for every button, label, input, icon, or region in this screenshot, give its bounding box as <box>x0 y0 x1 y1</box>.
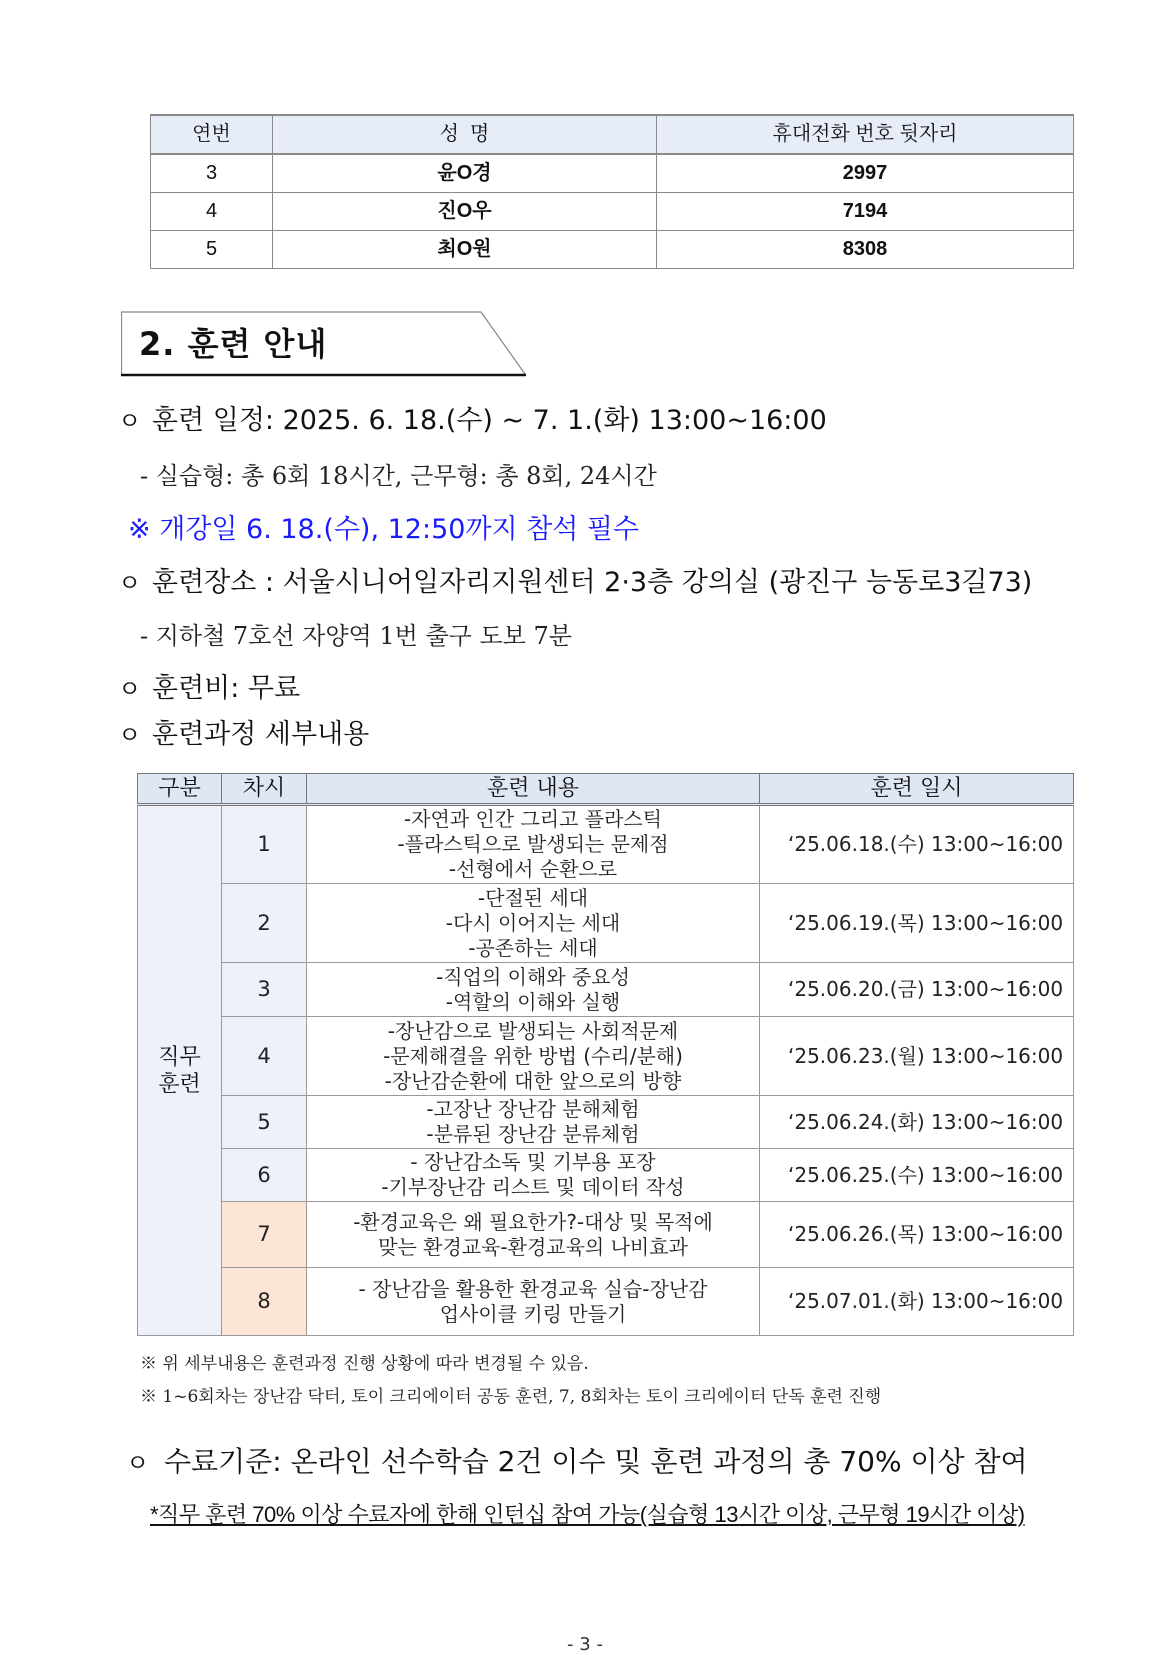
category-cell <box>138 805 222 1336</box>
criteria-text: 수료기준: 온라인 선수학습 2건 이수 및 훈련 과정의 총 70% 이상 참여 <box>164 1445 1028 1478</box>
header-category: 구분 <box>138 774 222 805</box>
content-line: -역할의 이해와 실행 <box>445 989 621 1014</box>
date-cell: ‘25.06.18.(수) 13:00~16:00 <box>760 805 1074 884</box>
circle-bullet-icon: ㅇ <box>118 721 142 749</box>
fee-text: 훈련비: 무료 <box>152 673 301 704</box>
category-line: 직무 <box>158 1044 201 1070</box>
section-header <box>121 311 526 377</box>
details-title-line <box>118 718 369 752</box>
seq-cell: 1 <box>222 805 307 884</box>
content-line: -직업의 이해와 중요성 <box>436 964 630 989</box>
table-row <box>151 154 1074 193</box>
circle-bullet-icon: ㅇ <box>118 675 142 703</box>
schedule-sub: - 실습형: 총 6회 18시간, 근무형: 총 8회, 24시간 <box>140 462 657 490</box>
criteria-line <box>126 1444 1028 1481</box>
member-table <box>150 114 1074 269</box>
fee-line <box>118 672 300 706</box>
location-line <box>118 566 1032 600</box>
content-line: -환경교육은 왜 필요한가?-대상 및 목적에 <box>353 1209 713 1234</box>
content-line: 맞는 환경교육-환경교육의 나비효과 <box>378 1234 688 1259</box>
header-content: 훈련 내용 <box>307 774 760 805</box>
content-line: -분류된 장난감 분류체험 <box>426 1122 640 1146</box>
table-row <box>138 884 1074 963</box>
content-cell <box>307 1017 760 1096</box>
content-cell <box>307 805 760 884</box>
content-line: -선형에서 순환으로 <box>448 857 618 881</box>
note-1: ※ 위 세부내용은 훈련과정 진행 상황에 따라 변경될 수 있음. <box>140 1354 589 1374</box>
course-table-header <box>138 774 1074 805</box>
location-sub: - 지하철 7호선 자양역 1번 출구 도보 7분 <box>140 622 572 650</box>
note-2: ※ 1~6회차는 장난감 닥터, 토이 크리에이터 공동 훈련, 7, 8회차는 토이 크리에이터 단독 훈련 진행 <box>140 1387 882 1407</box>
course-table <box>137 773 1074 1336</box>
seq-cell: 4 <box>222 1017 307 1096</box>
header-date: 훈련 일시 <box>760 774 1074 805</box>
cell-phone: 8308 <box>657 231 1074 269</box>
content-line: -고장난 장난감 분해체험 <box>426 1097 640 1121</box>
category-line: 훈련 <box>158 1071 201 1097</box>
date-cell: ‘25.07.01.(화) 13:00~16:00 <box>760 1268 1074 1336</box>
schedule-text: 훈련 일정: 2025. 6. 18.(수) ~ 7. 1.(화) 13:00~16:00 <box>152 405 827 436</box>
content-cell <box>307 884 760 963</box>
content-line: -자연과 인간 그리고 플라스틱 <box>403 807 663 831</box>
table-row <box>138 805 1074 884</box>
content-line: - 장난감을 활용한 환경교육 실습-장난감 <box>358 1276 708 1301</box>
cell-no: 5 <box>151 231 273 269</box>
cell-name: 진O우 <box>273 193 657 231</box>
member-table-header <box>151 115 1074 154</box>
seq-cell: 8 <box>222 1268 307 1336</box>
seq-cell: 7 <box>222 1202 307 1268</box>
content-line: -플라스틱으로 발생되는 문제점 <box>397 832 669 856</box>
date-cell: ‘25.06.20.(금) 13:00~16:00 <box>760 963 1074 1017</box>
cell-name: 최O원 <box>273 231 657 269</box>
seq-cell: 3 <box>222 963 307 1017</box>
section-title: 2. 훈련 안내 <box>139 325 328 363</box>
circle-bullet-icon: ㅇ <box>126 1449 150 1477</box>
cell-phone: 7194 <box>657 193 1074 231</box>
table-row <box>138 1149 1074 1202</box>
header-no: 연번 <box>151 115 273 154</box>
header-seq: 차시 <box>222 774 307 805</box>
cell-name: 윤O경 <box>273 154 657 193</box>
table-row <box>138 1268 1074 1336</box>
details-title: 훈련과정 세부내용 <box>152 719 370 750</box>
content-line: 업사이클 키링 만들기 <box>439 1301 627 1326</box>
cell-no: 4 <box>151 193 273 231</box>
date-cell: ‘25.06.19.(목) 13:00~16:00 <box>760 884 1074 963</box>
content-cell <box>307 963 760 1017</box>
table-row <box>138 1017 1074 1096</box>
content-line: -다시 이어지는 세대 <box>445 910 621 935</box>
content-line: -장난감으로 발생되는 사회적문제 <box>387 1018 679 1043</box>
seq-cell: 6 <box>222 1149 307 1202</box>
table-row <box>138 963 1074 1017</box>
criteria-note: *직무 훈련 70% 이상 수료자에 한해 인턴십 참여 가능(실습형 13시간 이상, 근무형 19시간 이상) <box>150 1502 1025 1527</box>
page-number: - 3 - <box>567 1634 603 1655</box>
table-row <box>151 193 1074 231</box>
date-cell: ‘25.06.24.(화) 13:00~16:00 <box>760 1096 1074 1149</box>
opening-notice: ※ 개강일 6. 18.(수), 12:50까지 참석 필수 <box>128 514 640 545</box>
table-row <box>138 1202 1074 1268</box>
cell-no: 3 <box>151 154 273 193</box>
table-row <box>151 231 1074 269</box>
content-line: -공존하는 세대 <box>468 935 598 960</box>
circle-bullet-icon: ㅇ <box>118 407 142 435</box>
date-cell: ‘25.06.26.(목) 13:00~16:00 <box>760 1202 1074 1268</box>
content-line: -기부장난감 리스트 및 데이터 작성 <box>381 1175 685 1199</box>
content-line: -단절된 세대 <box>477 885 589 910</box>
cell-phone: 2997 <box>657 154 1074 193</box>
header-name: 성 명 <box>273 115 657 154</box>
seq-cell: 5 <box>222 1096 307 1149</box>
header-phone: 휴대전화 번호 뒷자리 <box>657 115 1074 154</box>
schedule-line <box>118 404 827 438</box>
content-line: -장난감순환에 대한 앞으로의 방향 <box>384 1068 682 1093</box>
circle-bullet-icon: ㅇ <box>118 569 142 597</box>
content-line: -문제해결을 위한 방법 (수리/분해) <box>383 1043 683 1068</box>
content-cell <box>307 1149 760 1202</box>
seq-cell: 2 <box>222 884 307 963</box>
content-line: - 장난감소독 및 기부용 포장 <box>410 1150 656 1174</box>
table-row <box>138 1096 1074 1149</box>
content-cell <box>307 1268 760 1336</box>
content-cell <box>307 1202 760 1268</box>
date-cell: ‘25.06.25.(수) 13:00~16:00 <box>760 1149 1074 1202</box>
content-cell <box>307 1096 760 1149</box>
location-text: 훈련장소 : 서울시니어일자리지원센터 2·3층 강의실 (광진구 능동로3길73) <box>152 567 1033 598</box>
date-cell: ‘25.06.23.(월) 13:00~16:00 <box>760 1017 1074 1096</box>
